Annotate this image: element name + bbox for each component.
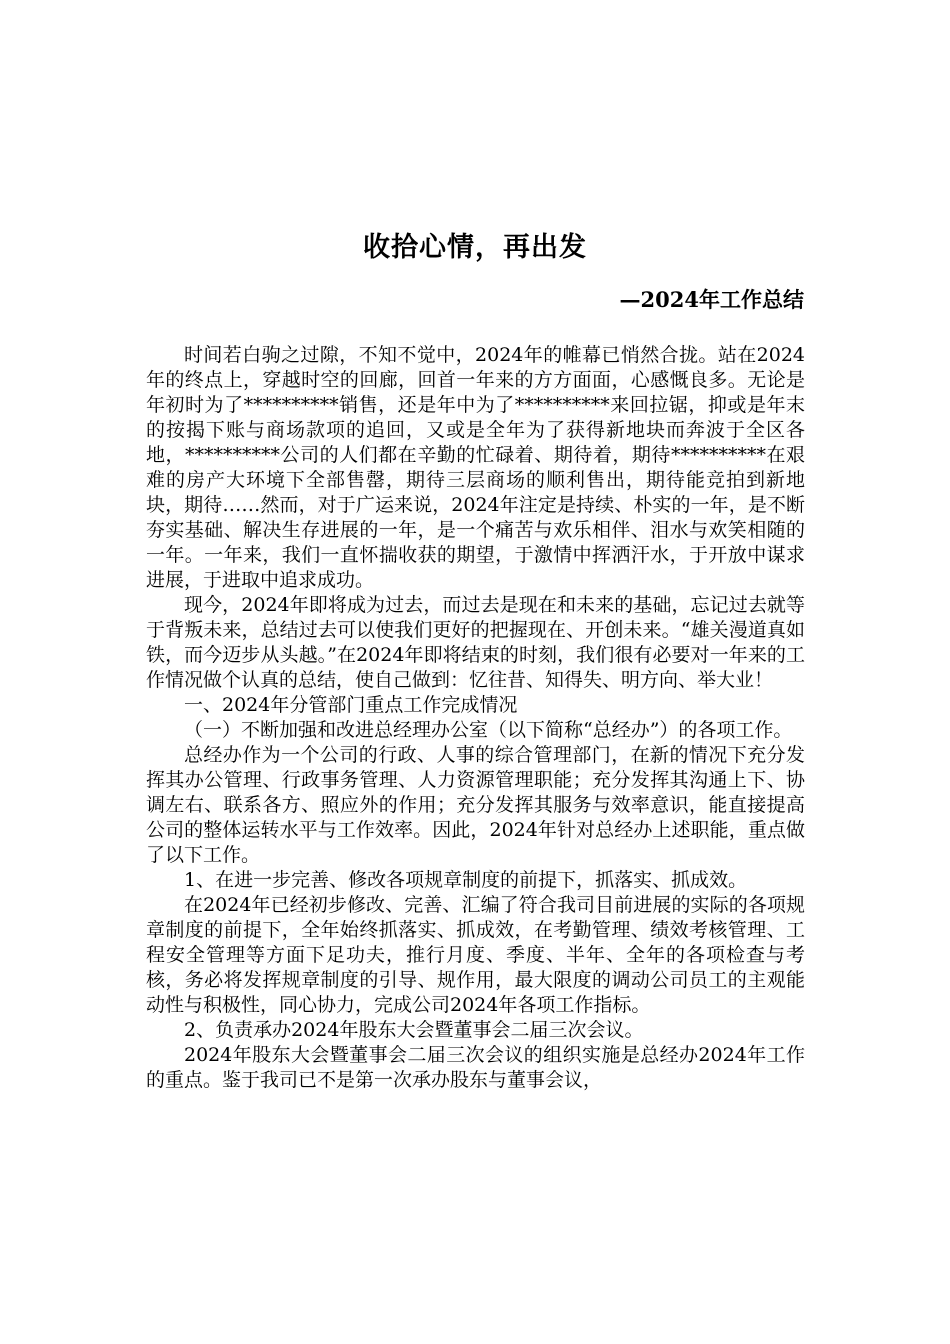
- paragraph: 现今，2024年即将成为过去，而过去是现在和未来的基础，忘记过去就等于背叛未来，总结过去可以使我们更好的把握现在、开创未来。“雄关漫道真如铁，而今迈步从头越。”在2024年即将结束的时刻，我们很有必要对一年来的工作情况做个认真的总结，使自己做到：忆往昔、知得失、明方向、举大业！: [146, 594, 805, 691]
- section-heading: 一、2024年分管部门重点工作完成情况: [184, 694, 518, 716]
- document-subtitle: —2024年工作总结: [619, 287, 804, 312]
- item-heading: 2、负责承办2024年股东大会暨董事会二届三次会议。: [184, 1019, 644, 1041]
- subsection-heading: （一）不断加强和改进总经理办公室（以下简称“总经办”）的各项工作。: [184, 719, 793, 741]
- paragraph: 总经办作为一个公司的行政、人事的综合管理部门，在新的情况下充分发挥其办公管理、行政事务管理、人力资源管理职能；充分发挥其沟通上下、协调左右、联系各方、照应外的作用；充分发挥其服务与效率意识，能直接提高公司的整体运转水平与工作效率。因此，2024年针对总经办上述职能，重点做了以下工作。: [146, 744, 805, 866]
- item-heading: 1、在进一步完善、修改各项规章制度的前提下，抓落实、抓成效。: [184, 869, 748, 891]
- paragraph: 2024年股东大会暨董事会二届三次会议的组织实施是总经办2024年工作的重点。鉴于我司已不是第一次承办股东与董事会议，: [146, 1044, 805, 1091]
- paragraph: 在2024年已经初步修改、完善、汇编了符合我司目前进展的实际的各项规章制度的前提下，全年始终抓落实、抓成效，在考勤管理、绩效考核管理、工程安全管理等方面下足功夫，推行月度、季度、半年、全年的各项检查与考核，务必将发挥规章制度的引导、规作用，最大限度的调动公司员工的主观能动性与积极性，同心协力，完成公司2024年各项工作指标。: [146, 894, 805, 1016]
- document-body: [146, 343, 805, 1093]
- document-title: 收拾心情，再出发: [363, 232, 587, 263]
- paragraph: 时间若白驹之过隙，不知不觉中，2024年的帷幕已悄然合拢。站在2024年的终点上，穿越时空的回廊，回首一年来的方方面面，心感慨良多。无论是年初时为了**********销售，还是年中为了**********来回拉锯，抑或是年末的按揭下账与商场款项的追回，又或是全年为了获得新地块而奔波于全区各地，**********公司的人们都在辛勤的忙碌着、期待着，期待**********在艰难的房产大环境下全部售罄，期待三层商场的顺利售出，期待能竞拍到新地块，期待……然而，对于广运来说，2024年注定是持续、朴实的一年，是不断夯实基础、解决生存进展的一年，是一个痛苦与欢乐相伴、泪水与欢笑相随的一年。一年来，我们一直怀揣收获的期望，于激情中挥洒汗水，于开放中谋求进展，于进取中追求成功。: [146, 344, 805, 591]
